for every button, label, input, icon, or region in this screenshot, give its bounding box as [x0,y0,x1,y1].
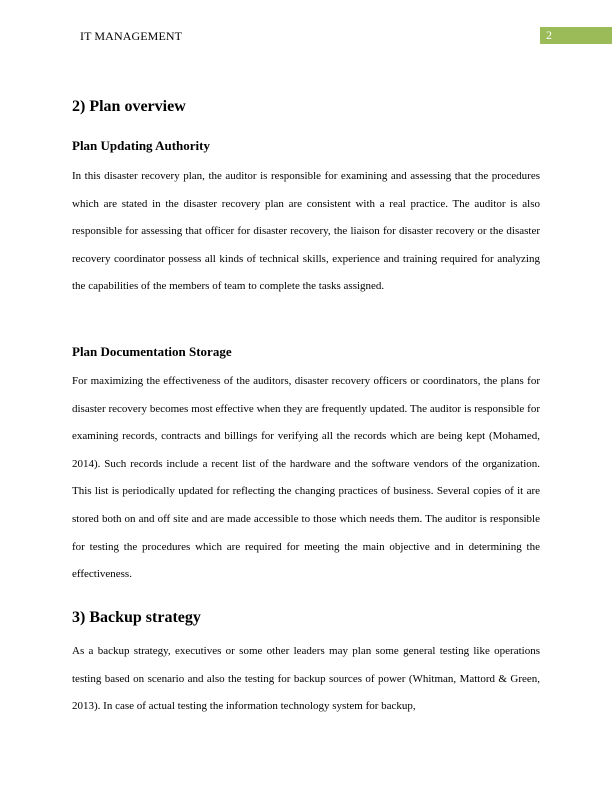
subheading-plan-documentation-storage: Plan Documentation Storage [72,344,232,359]
running-head: IT MANAGEMENT [80,29,183,43]
section-heading-plan-overview: 2) Plan overview [72,98,186,115]
subheading-plan-updating-authority: Plan Updating Authority [72,138,210,153]
paragraph-plan-documentation-storage: For maximizing the effectiveness of the auditors, disaster recovery officers or coordinators, the plans for disaster recovery becomes most effective when they are frequently updated. The auditor is responsible for examining records, contracts and billings for verifying all the records which are being kept (Mohamed, 2014). Such records include a recent list of the hardware and the software vendors of the organization. This list is periodically updated for reflecting the changing practices of business. Several copies of it are stored both on and off site and are made accessible to those which needs them. The auditor is responsible for testing the procedures which are required for meeting the main objective and in determining the effectiveness. [72,375,540,581]
paragraph-plan-updating-authority: In this disaster recovery plan, the auditor is responsible for examining and assessing that the procedures which are stated in the disaster recovery plan are consistent with a real practice. The auditor is also responsible for assessing that officer for disaster recovery, the liaison for disaster recovery or the disaster recovery coordinator possess all kinds of technical skills, experience and training required for analyzing the capabilities of the members of team to complete the tasks assigned. [72,170,540,293]
page-number: 2 [540,27,612,44]
section-heading-backup-strategy: 3) Backup strategy [72,609,201,626]
paragraph-backup-strategy: As a backup strategy, executives or some other leaders may plan some general testing like operations testing based on scenario and also the testing for backup sources of power (Whitman, Mattord & Green, 2013). In case of actual testing the information technology system for backup, [72,645,540,713]
